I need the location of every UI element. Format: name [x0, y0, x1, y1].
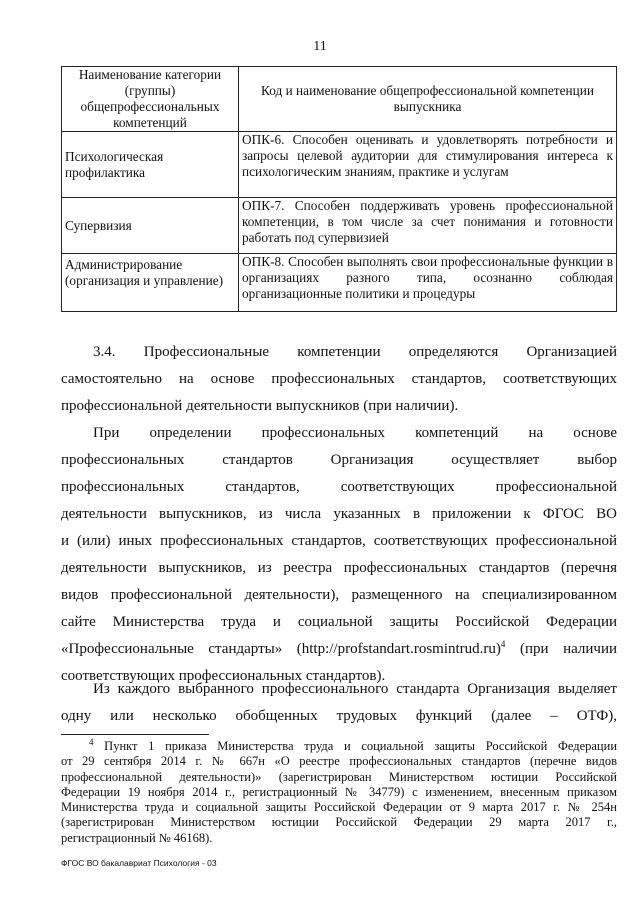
- table-cell-category: Психологическая профилактика: [62, 132, 239, 198]
- text-line: профессиональных стандартов, соответствующих профессиональной: [61, 479, 617, 495]
- text-line: соответствующих профессиональных стандартов).: [61, 668, 386, 684]
- text-line: Из каждого выбранного профессионального стандарта Организация выделяет: [93, 681, 617, 697]
- paragraph-3-4: [61, 339, 617, 420]
- table-row: [62, 254, 617, 312]
- table-cell-competence: ОПК-8. Способен выполнять свои профессиональные функции в организациях разного типа, осознанно соблюдая организационные политики и процедуры: [239, 254, 617, 312]
- paragraph-professional-standards: [61, 420, 617, 690]
- footnote-line: [61, 736, 618, 754]
- text-line: профессиональной деятельности выпускников (при наличии).: [61, 398, 459, 414]
- text-line: и (или) иных профессиональных стандартов, соответствующих профессиональной: [61, 533, 617, 549]
- text-line: 3.4. Профессиональные компетенции определяются Организацией: [93, 344, 617, 360]
- text-line: деятельности выпускников, из реестра профессиональных стандартов (перечня: [61, 560, 617, 576]
- footnote-line: Министерства труда и социальной защиты Российской Федерации от 9 марта 2017 г. № 254н: [61, 800, 617, 815]
- footnote-line: регистрационный № 46168).: [61, 830, 213, 845]
- footnote-line: профессиональной деятельности)» (зарегистрирован Министерством юстиции Российской: [61, 769, 617, 784]
- document-footer: ФГОС ВО бакалавриат Психология - 03: [61, 858, 217, 868]
- footnote-line: от 29 сентября 2014 г. № 667н «О реестре профессиональных стандартов (перечне видов: [61, 754, 617, 769]
- footnote-line: Федерации 19 ноября 2014 г., регистрационный № 34779) с изменением, внесенным приказом: [61, 784, 617, 799]
- table-cell-category: Администрирование (организация и управление): [62, 254, 239, 312]
- text-line-with-link: [61, 636, 617, 663]
- text-line: сайте Министерства труда и социальной защиты Российской Федерации: [61, 614, 617, 630]
- footnote: [61, 736, 618, 846]
- text-line: одну или несколько обобщенных трудовых функций (далее – ОТФ),: [61, 708, 617, 724]
- footnote-ref: 4: [500, 639, 506, 649]
- text-line: профессиональных стандартов Организация осуществляет выбор: [61, 452, 617, 468]
- footnote-text: Пункт 1 приказа Министерства труда и социальной защиты Российской Федерации: [104, 739, 618, 753]
- table-header-row: [62, 67, 617, 132]
- text-line: деятельности выпускников, из числа указанных в приложении к ФГОС ВО: [61, 506, 617, 522]
- footnote-line: (зарегистрирован Министерством юстиции Российской Федерации 29 марта 2017 г.,: [61, 815, 617, 830]
- table-cell-competence: ОПК-6. Способен оценивать и удовлетворять потребности и запросы целевой аудитории для стимулирования интереса к психологическим знаниям, практике и услугам: [239, 132, 617, 198]
- table-row: [62, 198, 617, 254]
- profstandart-link-text: «Профессиональные стандарты» (http://profstandart.rosmintrud.ru): [61, 641, 501, 657]
- table-cell-competence: ОПК-7. Способен поддерживать уровень профессиональной компетенции, в том числе за счет понимания и готовности работать под супервизией: [239, 198, 617, 254]
- page-number: 11: [313, 39, 327, 54]
- footnote-divider: [61, 734, 209, 735]
- paragraph-otf: [61, 676, 617, 730]
- table-cell-category: Супервизия: [62, 198, 239, 254]
- text-fragment: (при наличии: [505, 641, 617, 657]
- table-header-competence: Код и наименование общепрофессиональной компетенции выпускника: [239, 67, 617, 132]
- text-line: При определении профессиональных компетенций на основе: [93, 425, 617, 441]
- text-line: самостоятельно на основе профессиональных стандартов, соответствующих: [61, 371, 617, 387]
- table-row: [62, 132, 617, 198]
- table-header-category: Наименование категории (группы) общепрофессиональных компетенций: [62, 67, 239, 132]
- text-line: видов профессиональной деятельности), размещенного на специализированном: [61, 587, 617, 603]
- footnote-marker: 4: [89, 736, 94, 747]
- competence-table: [61, 66, 617, 312]
